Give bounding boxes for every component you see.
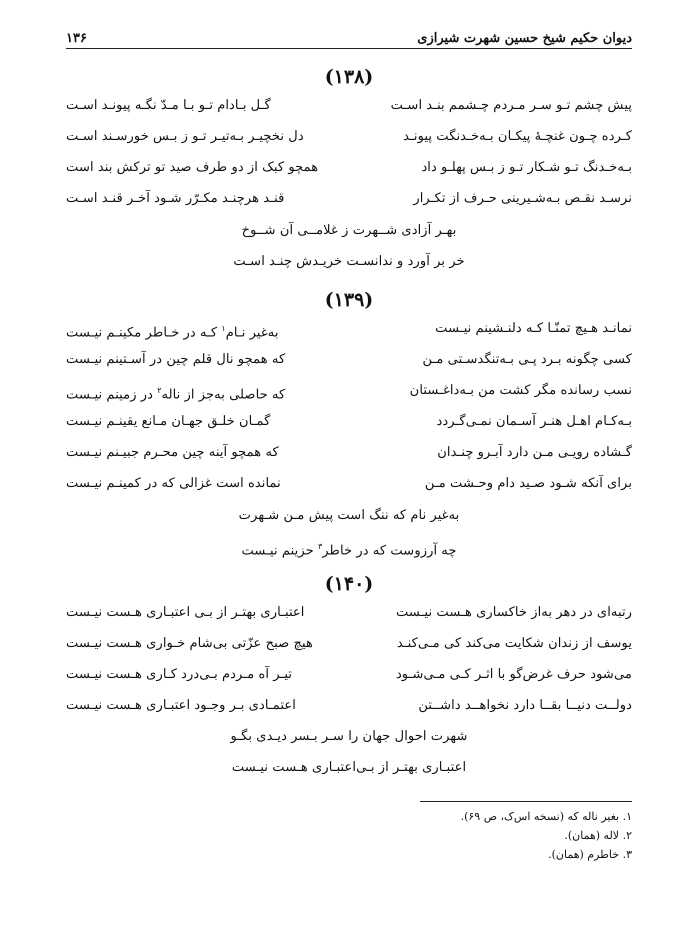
closing-line: اعتبـاری بهتـر از بـی‌اعتبـاری هـست نیـست (231, 760, 467, 775)
hemistich-first: نرسـد نقـص بـه‌شـیرینی حـرف از تکـرار (413, 191, 632, 206)
ghazal-number-138: (۱۳۸) (324, 66, 374, 88)
footnote: ۱. بغیر ناله که (نسخه اس‌ک، ص ۶۹). (460, 810, 632, 823)
closing-line: بهـر آزادی شــهرت ز غلامــی آن شــوخ (241, 223, 457, 238)
hemistich-first: کسی چگونه بـرد پـی بـه‌تنگدسـتی مـن (422, 352, 632, 367)
ghazal-number-139: (۱۳۹) (324, 289, 374, 311)
footnote: ۲. لاله (همان). (564, 829, 632, 842)
verse-row (66, 94, 632, 118)
book-title: دیوان حکیم شیخ حسین شهرت شیرازی (417, 31, 632, 46)
hemistich-first: کـرده چـون غنچـهٔ پیکـان بـه‌خـدنگت پیونـد (403, 129, 632, 144)
verse-row (66, 472, 632, 496)
hemistich-second: هیچ صبح عزّتی بی‌شام خـواری هـست نیـست (66, 636, 313, 651)
hemistich-first: نسب رسانده مگر کشت من بـه‌داغـستان (409, 383, 632, 398)
footnote-marker: ۲ (157, 386, 162, 395)
hemistich-second: گـل بـادام تـو بـا مـدّ نگـه پیونـد اسـت (66, 98, 271, 113)
verse-row (66, 187, 632, 211)
closing-line (0, 535, 698, 563)
hemistich-first: دولــت دنیــا بقــا دارد نخواهــد داشــتن (418, 698, 632, 713)
hemistich-second: که همچو آینه چین محـرم جبیـنم نیـست (66, 445, 279, 460)
hemistich-text: که حاصلی به‌جز از ناله (161, 387, 286, 403)
verse-row (66, 694, 632, 718)
verse-row (66, 410, 632, 434)
verse-row (66, 317, 632, 341)
verse-row (66, 601, 632, 625)
hemistich-second: نمانده است غزالی که در کمینـم نیـست (66, 476, 281, 491)
hemistich-first: یوسف از زندان شکایت می‌کند کی مـی‌کنـد (396, 636, 632, 651)
verse-row (66, 156, 632, 180)
hemistich-second: تیـر آه مـردم بـی‌درد کـاری هـست نیـست (66, 667, 293, 682)
hemistich-first: برای آنکه شـود صـید دام وحـشت مـن (424, 476, 632, 491)
closing-line: خر بر آورد و ندانسـت خریـدش چنـد اسـت (233, 254, 465, 269)
closing-text: حزینم نیـست (241, 543, 318, 559)
hemistich-text: به‌غیر نـام (225, 325, 279, 341)
hemistich-second: که همچو نال قلم چین در آسـتینم نیـست (66, 352, 286, 367)
footnote-rule (420, 801, 632, 802)
closing-text: چه آرزوست که در خاطر (322, 543, 457, 559)
hemistich-first: می‌شود حرف غرض‌گو با اثـر کـی مـی‌شـود (395, 667, 632, 682)
hemistich-text: در زمینم نیـست (66, 387, 158, 403)
hemistich-first: بـه‌خـدنگ تـو شـکار تـو ز بـس پهلـو داد (421, 160, 632, 175)
hemistich-first: بـه‌کـام اهـل هنـر آسـمان نمـی‌گـردد (436, 414, 632, 429)
hemistich-first: گـشاده رویـی مـن دارد آبـرو چنـدان (437, 445, 632, 460)
ghazal-number-140: (۱۴۰) (324, 573, 374, 595)
hemistich-second: همچو کبک از دو طرف صید تو ترکش بند است (66, 160, 319, 175)
hemistich-first: رتبه‌ای در دهر به‌از خاکساری هـست نیـست (395, 605, 632, 620)
hemistich-second: اعتمـادی بـر وجـود اعتبـاری هـست نیـست (66, 698, 296, 713)
hemistich-second: قنـد هرچنـد مکـرّر شـود آخـر قنـد اسـت (66, 191, 285, 206)
hemistich-second (66, 379, 349, 403)
hemistich-second: گمـان خلـق جهـان مـانع یقینـم نیـست (66, 414, 271, 429)
verse-row (66, 663, 632, 687)
hemistich-first: پیش چشم تـو سـر مـردم چـشمم بنـد اسـت (390, 98, 632, 113)
page-header (66, 22, 632, 46)
hemistich-text: کـه در خـاطر مکینـم نیـست (66, 325, 222, 341)
footnote-marker: ۱ (221, 324, 226, 333)
verse-row (66, 632, 632, 656)
closing-line: شهرت احوال جهان را سـر بـسر دیـدی بگـو (230, 729, 468, 744)
hemistich-second: اعتبـاری بهتـر از بـی اعتبـاری هـست نیـست (66, 605, 305, 620)
hemistich-second (66, 317, 349, 341)
verse-row (66, 379, 632, 403)
footnote: ۳. خاطرم (همان). (548, 848, 632, 861)
hemistich-second: دل نخچیـر بـه‌تیـر تـو ز بـس خورسـند اسـت (66, 129, 304, 144)
closing-line: به‌غیر نام که ننگ است پیش مـن شـهرت (238, 508, 460, 523)
verse-row (66, 125, 632, 149)
header-rule (66, 48, 632, 49)
page-number: ۱۳۶ (66, 31, 87, 46)
hemistich-first: نمانـد هـیچ تمنّـا کـه دلنـشینم نیـست (435, 321, 632, 336)
footnote-marker: ۳ (317, 542, 323, 551)
verse-row (66, 348, 632, 372)
verse-row (66, 441, 632, 465)
